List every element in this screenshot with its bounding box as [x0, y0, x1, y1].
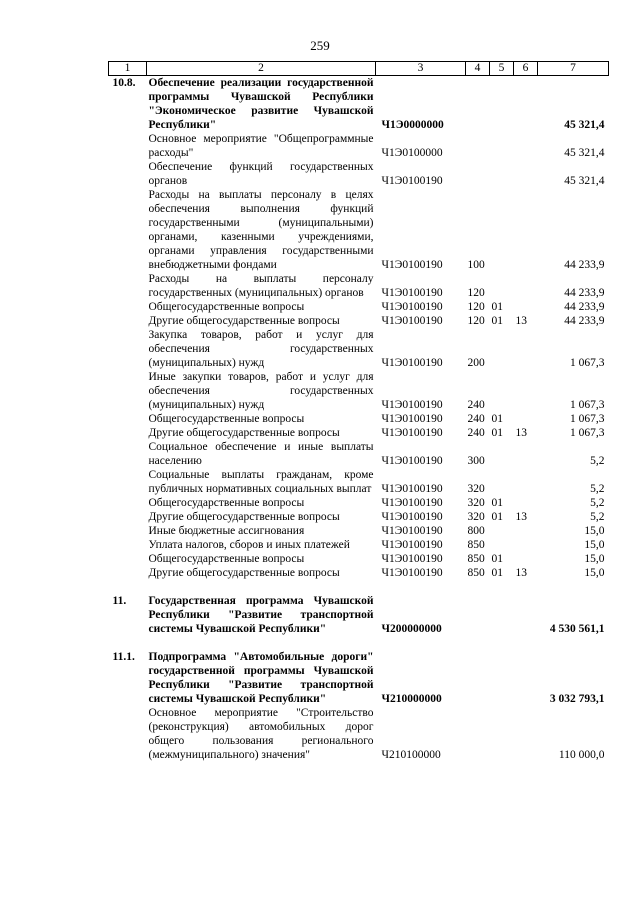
- row-section: 01: [491, 427, 503, 439]
- row-subsection: [514, 300, 538, 314]
- row-subsection: [514, 538, 538, 552]
- table-body: [109, 76, 609, 763]
- row-section: 01: [491, 511, 503, 523]
- row-subsection: [514, 132, 538, 160]
- row-number: [109, 328, 147, 370]
- row-number: [109, 524, 147, 538]
- row-section: 01: [491, 567, 503, 579]
- row-amount: 3 032 793,1: [549, 693, 605, 705]
- row-name: Другие общегосударственные вопросы: [148, 427, 340, 439]
- table-row: [109, 524, 609, 538]
- row-name: Обеспечение реализации государственной программы Чувашской Республики "Экономическое развитие Чувашской Республики": [148, 77, 374, 131]
- row-subsection: [514, 272, 538, 300]
- table-row: [109, 370, 609, 412]
- row-expense-type: 850: [467, 539, 485, 551]
- row-amount: 5,2: [590, 511, 605, 523]
- row-code: Ч1Э0100190: [381, 315, 443, 327]
- row-section: [490, 524, 514, 538]
- row-subsection: [514, 706, 538, 762]
- row-subsection: [514, 188, 538, 272]
- row-amount: 1 067,3: [570, 399, 605, 411]
- row-section: [490, 132, 514, 160]
- table-row: [109, 510, 609, 524]
- spacer-row: [109, 636, 609, 650]
- row-number: [109, 468, 147, 496]
- row-subsection: [514, 524, 538, 538]
- row-expense-type: 120: [467, 301, 485, 313]
- row-name: Уплата налогов, сборов и иных платежей: [148, 539, 350, 551]
- row-code: Ч1Э0100190: [381, 175, 443, 187]
- row-code: Ч200000000: [381, 623, 442, 635]
- row-code: Ч1Э0100190: [381, 413, 443, 425]
- row-subsection: [514, 412, 538, 426]
- row-section: [490, 594, 514, 636]
- row-number: [109, 412, 147, 426]
- row-section: 01: [491, 497, 503, 509]
- row-code: Ч1Э0100190: [381, 525, 443, 537]
- row-expense-type: [466, 160, 490, 188]
- row-amount: 44 233,9: [564, 315, 605, 327]
- row-name: Государственная программа Чувашской Республики "Развитие транспортной системы Чувашской Республики": [148, 595, 374, 635]
- table-row: [109, 594, 609, 636]
- row-subsection: [514, 468, 538, 496]
- table-row: [109, 132, 609, 160]
- row-number: [109, 160, 147, 188]
- row-expense-type: [466, 706, 490, 762]
- row-amount: 44 233,9: [564, 259, 605, 271]
- table-row: [109, 496, 609, 510]
- row-amount: 45 321,4: [564, 119, 605, 131]
- row-subsection: 13: [515, 315, 527, 327]
- row-subsection: [514, 160, 538, 188]
- table-row: [109, 160, 609, 188]
- row-amount: 15,0: [584, 567, 605, 579]
- row-name: Закупка товаров, работ и услуг для обеспечения государственных (муниципальных) нужд: [148, 329, 374, 369]
- row-name: Общегосударственные вопросы: [148, 413, 305, 425]
- header-col-3: 3: [376, 62, 466, 76]
- row-amount: 15,0: [584, 539, 605, 551]
- row-number: [109, 314, 147, 328]
- row-expense-type: 320: [467, 511, 485, 523]
- row-section: [490, 272, 514, 300]
- row-code: Ч1Э0100190: [381, 357, 443, 369]
- row-section: 01: [491, 315, 503, 327]
- row-amount: 44 233,9: [564, 301, 605, 313]
- row-expense-type: 200: [467, 357, 485, 369]
- row-amount: 5,2: [590, 497, 605, 509]
- row-section: 01: [491, 553, 503, 565]
- header-col-5: 5: [490, 62, 514, 76]
- header-col-2: 2: [147, 62, 376, 76]
- row-amount: 1 067,3: [570, 413, 605, 425]
- row-number: 10.8.: [112, 77, 136, 89]
- table-row: [109, 412, 609, 426]
- row-expense-type: 320: [467, 483, 485, 495]
- row-amount: 1 067,3: [570, 427, 605, 439]
- table-row: [109, 440, 609, 468]
- row-subsection: 13: [515, 567, 527, 579]
- row-code: Ч1Э0100190: [381, 427, 443, 439]
- spacer-cell: [109, 580, 609, 594]
- row-name: Общегосударственные вопросы: [148, 301, 305, 313]
- row-code: Ч1Э0100190: [381, 497, 443, 509]
- row-number: [109, 300, 147, 314]
- row-expense-type: 300: [467, 455, 485, 467]
- row-code: Ч1Э0100190: [381, 455, 443, 467]
- spacer-row: [109, 580, 609, 594]
- row-number: [109, 566, 147, 580]
- row-subsection: 13: [515, 511, 527, 523]
- row-expense-type: [466, 594, 490, 636]
- row-code: Ч1Э0100190: [381, 539, 443, 551]
- row-section: [490, 440, 514, 468]
- row-number: [109, 426, 147, 440]
- row-section: [490, 160, 514, 188]
- table-row: [109, 566, 609, 580]
- table-row: [109, 650, 609, 706]
- row-name: Общегосударственные вопросы: [148, 497, 305, 509]
- table-row: [109, 426, 609, 440]
- row-name: Подпрограмма "Автомобильные дороги" государственной программы Чувашской Республики "Развитие транспортной системы Чувашской Республики": [148, 651, 374, 705]
- row-code: Ч1Э0100190: [381, 301, 443, 313]
- table-row: [109, 328, 609, 370]
- row-section: [490, 468, 514, 496]
- row-section: [490, 706, 514, 762]
- row-subsection: 13: [515, 427, 527, 439]
- table-row: [109, 76, 609, 133]
- header-col-1: 1: [109, 62, 147, 76]
- row-section: 01: [491, 301, 503, 313]
- row-number: [109, 440, 147, 468]
- budget-table: [108, 61, 609, 762]
- row-amount: 4 530 561,1: [549, 623, 605, 635]
- row-subsection: [514, 76, 538, 133]
- row-name: Другие общегосударственные вопросы: [148, 511, 340, 523]
- row-subsection: [514, 370, 538, 412]
- row-name: Социальное обеспечение и иные выплаты населению: [148, 441, 374, 467]
- row-subsection: [514, 440, 538, 468]
- row-code: Ч1Э0000000: [381, 119, 444, 131]
- row-expense-type: 320: [467, 497, 485, 509]
- row-code: Ч1Э0100000: [381, 147, 443, 159]
- row-number: 11.: [112, 595, 127, 607]
- row-amount: 15,0: [584, 553, 605, 565]
- row-number: [109, 496, 147, 510]
- row-expense-type: [466, 650, 490, 706]
- row-code: Ч1Э0100190: [381, 553, 443, 565]
- row-name: Расходы на выплаты персоналу в целях обеспечения выполнения функций государственными (муниципальными) органами, казенными учреждениями, органами управления государственными внебюджетными фондами: [148, 189, 374, 271]
- row-section: [490, 188, 514, 272]
- row-number: [109, 132, 147, 160]
- row-amount: 45 321,4: [564, 147, 605, 159]
- row-amount: 110 000,0: [558, 749, 605, 761]
- table-row: [109, 272, 609, 300]
- row-number: [109, 510, 147, 524]
- spacer-cell: [109, 636, 609, 650]
- row-code: Ч1Э0100190: [381, 259, 443, 271]
- table-row: [109, 552, 609, 566]
- row-subsection: [514, 594, 538, 636]
- row-expense-type: 800: [467, 525, 485, 537]
- row-number: [109, 552, 147, 566]
- row-section: [490, 650, 514, 706]
- row-expense-type: 850: [467, 553, 485, 565]
- row-number: 11.1.: [112, 651, 135, 663]
- row-expense-type: 240: [467, 427, 485, 439]
- row-name: Другие общегосударственные вопросы: [148, 315, 340, 327]
- table-row: [109, 468, 609, 496]
- table-row: [109, 188, 609, 272]
- row-amount: 5,2: [590, 483, 605, 495]
- row-number: [109, 706, 147, 762]
- row-name: Обеспечение функций государственных органов: [148, 161, 374, 187]
- row-expense-type: [466, 132, 490, 160]
- row-section: 01: [491, 413, 503, 425]
- row-subsection: [514, 328, 538, 370]
- page-number: 259: [310, 38, 330, 53]
- row-code: Ч1Э0100190: [381, 511, 443, 523]
- row-name: Расходы на выплаты персоналу государственных (муниципальных) органов: [148, 273, 374, 299]
- row-amount: 5,2: [590, 455, 605, 467]
- row-code: Ч1Э0100190: [381, 287, 443, 299]
- table-row: [109, 314, 609, 328]
- row-name: Социальные выплаты гражданам, кроме публичных нормативных социальных выплат: [148, 469, 374, 495]
- row-expense-type: [466, 76, 490, 133]
- table-row: [109, 706, 609, 762]
- row-number: [109, 272, 147, 300]
- table-header: [109, 62, 609, 76]
- row-expense-type: 100: [467, 259, 485, 271]
- row-expense-type: 240: [467, 413, 485, 425]
- row-expense-type: 850: [467, 567, 485, 579]
- row-expense-type: 240: [467, 399, 485, 411]
- row-code: Ч210100000: [381, 749, 441, 761]
- row-section: [490, 538, 514, 552]
- header-col-4: 4: [466, 62, 490, 76]
- row-code: Ч1Э0100190: [381, 399, 443, 411]
- header-col-7: 7: [538, 62, 609, 76]
- table-row: [109, 538, 609, 552]
- row-name: Общегосударственные вопросы: [148, 553, 305, 565]
- row-subsection: [514, 552, 538, 566]
- row-section: [490, 328, 514, 370]
- row-section: [490, 370, 514, 412]
- table-row: [109, 300, 609, 314]
- row-number: [109, 188, 147, 272]
- row-name: Иные закупки товаров, работ и услуг для обеспечения государственных (муниципальных) нужд: [148, 371, 374, 411]
- row-subsection: [514, 650, 538, 706]
- row-code: Ч210000000: [381, 693, 442, 705]
- row-code: Ч1Э0100190: [381, 567, 443, 579]
- row-amount: 45 321,4: [564, 175, 605, 187]
- row-section: [490, 76, 514, 133]
- row-amount: 44 233,9: [564, 287, 605, 299]
- row-name: Основное мероприятие "Общепрограммные расходы": [148, 133, 374, 159]
- row-expense-type: 120: [467, 315, 485, 327]
- row-name: Иные бюджетные ассигнования: [148, 525, 305, 537]
- row-name: Основное мероприятие "Строительство (реконструкция) автомобильных дорог общего пользования регионального (межмуниципального) значения": [148, 707, 374, 761]
- row-number: [109, 538, 147, 552]
- row-amount: 15,0: [584, 525, 605, 537]
- row-code: Ч1Э0100190: [381, 483, 443, 495]
- row-amount: 1 067,3: [570, 357, 605, 369]
- row-subsection: [514, 496, 538, 510]
- row-number: [109, 370, 147, 412]
- row-name: Другие общегосударственные вопросы: [148, 567, 340, 579]
- row-expense-type: 120: [467, 287, 485, 299]
- header-col-6: 6: [514, 62, 538, 76]
